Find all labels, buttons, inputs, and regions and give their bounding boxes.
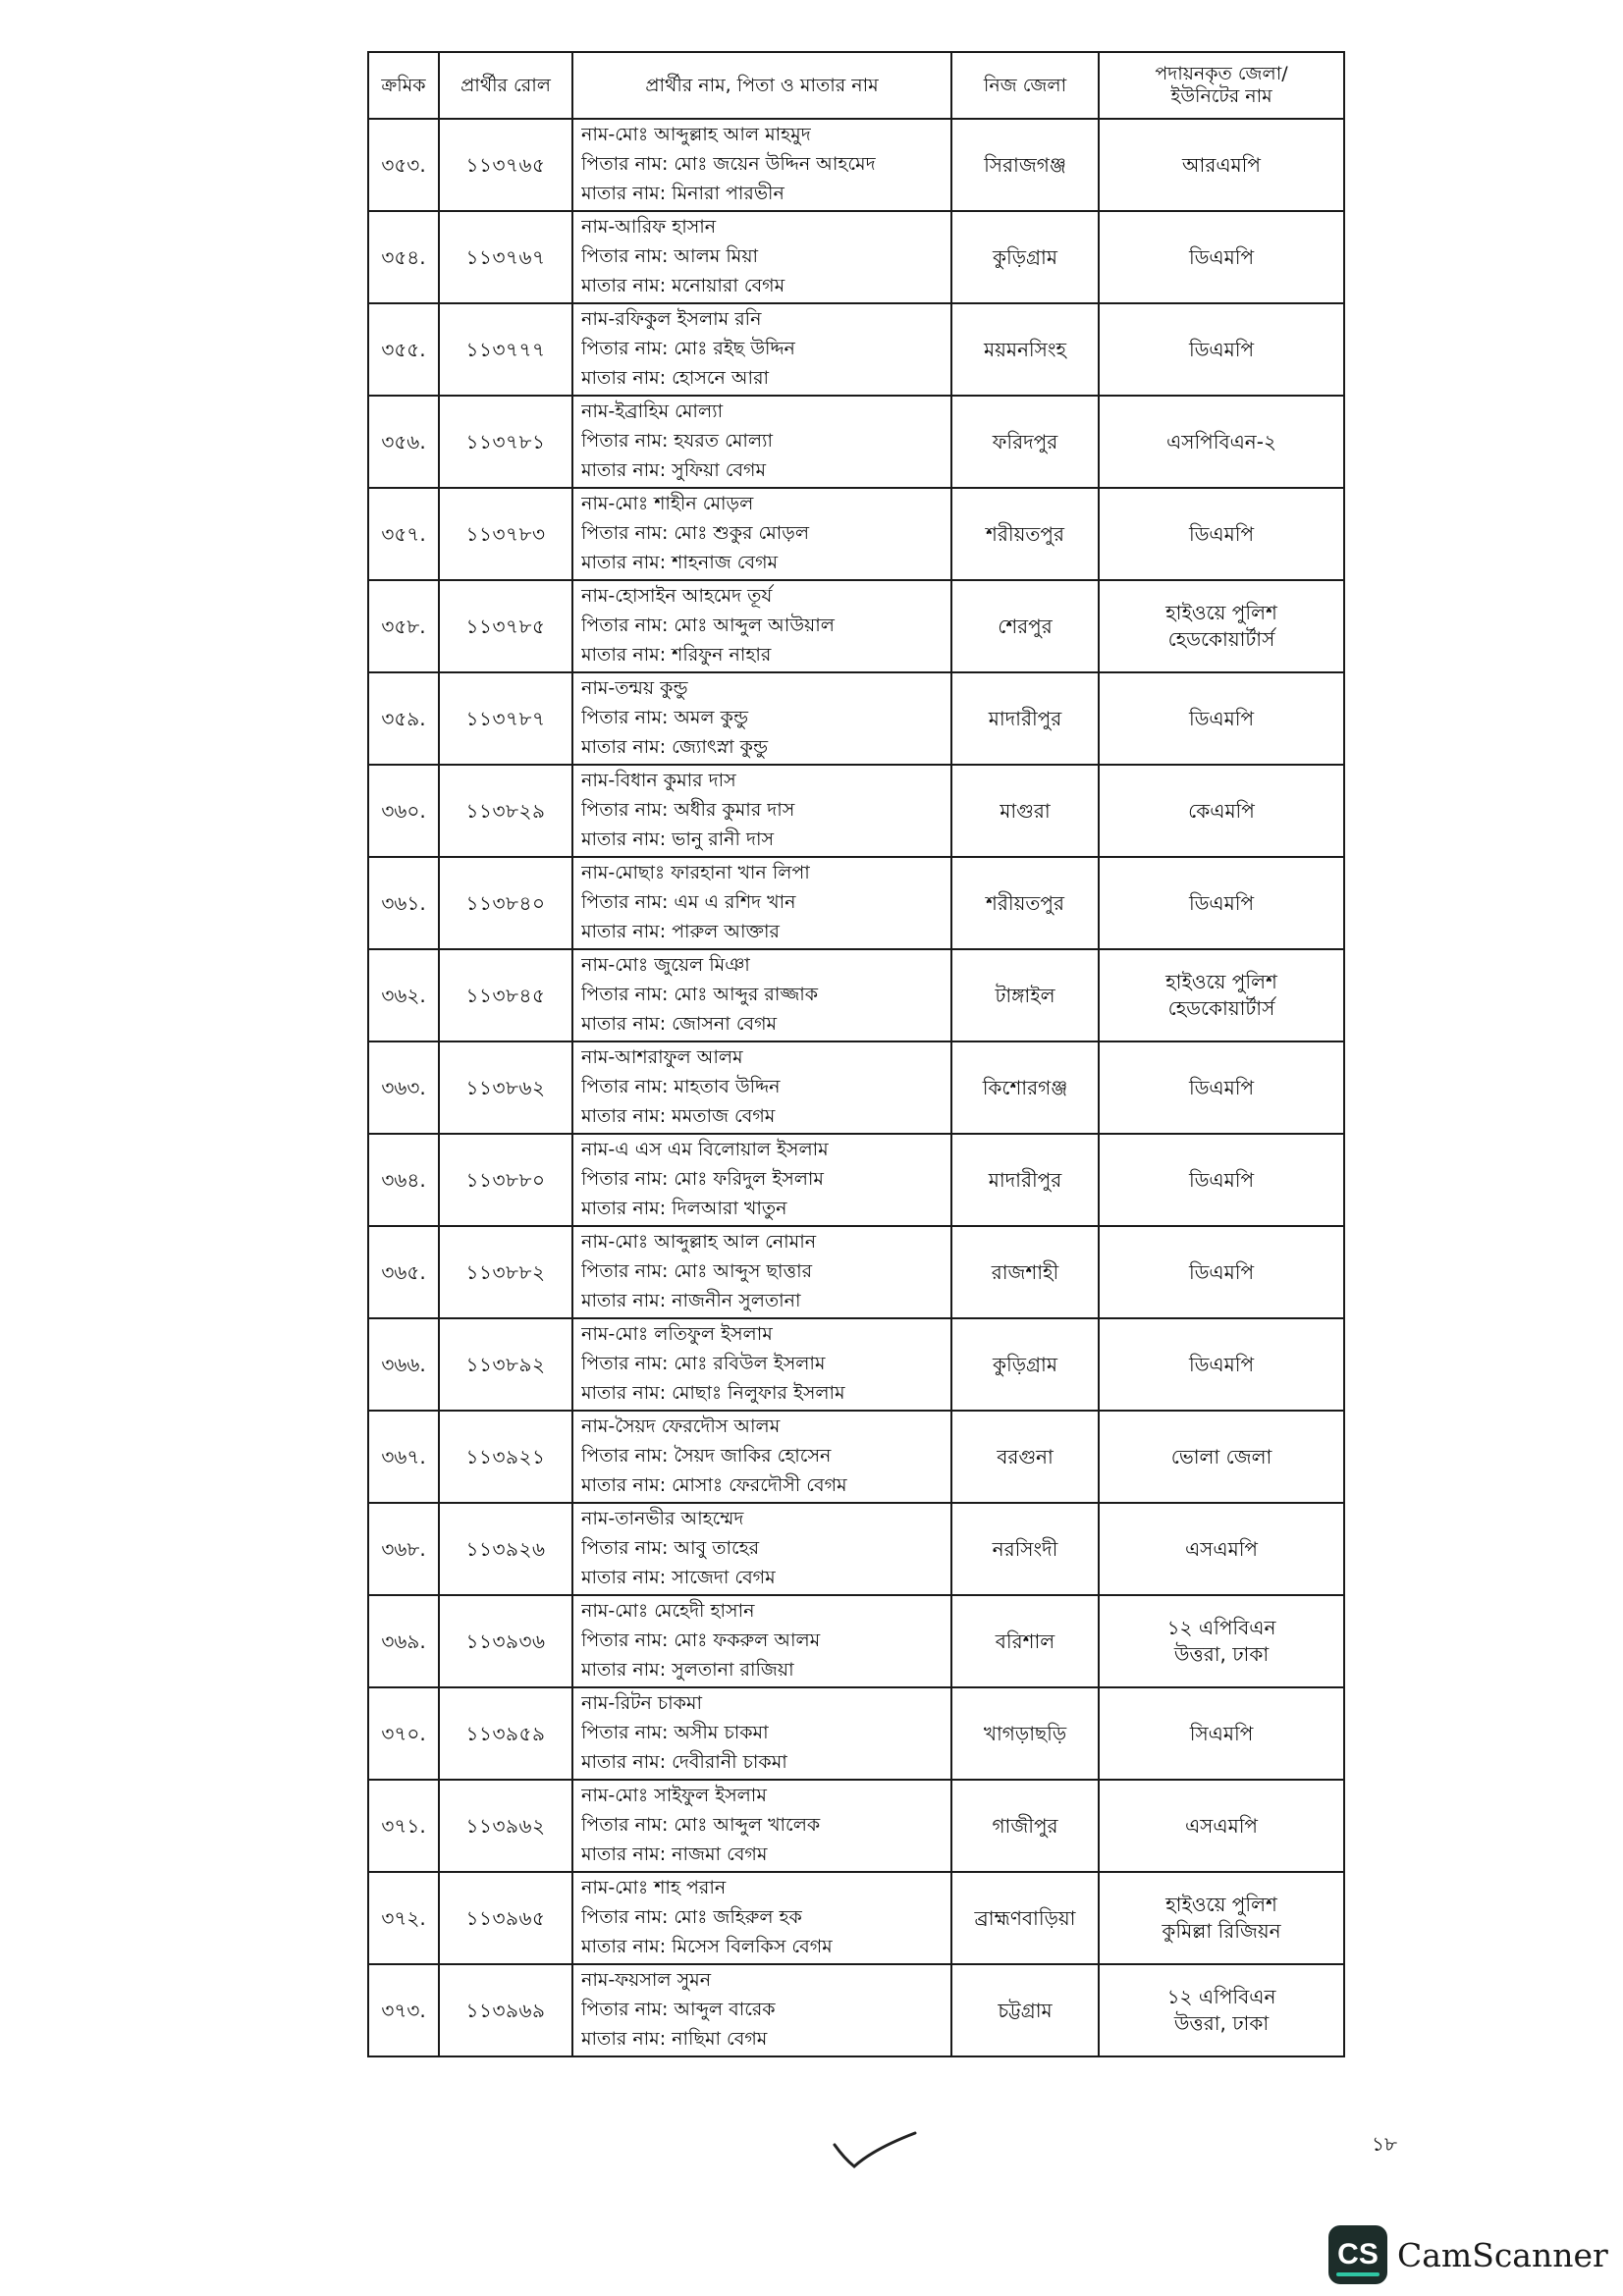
row-district: ময়মনসিংহ xyxy=(951,303,1099,396)
posting-line1: ডিএমপি xyxy=(1188,1259,1255,1284)
row-district: ফরিদপুর xyxy=(951,396,1099,488)
mother-name: মাতার নাম: শরিফুন নাহার xyxy=(581,644,772,666)
candidate-name: নাম-তন্ময় কুন্ডু xyxy=(581,677,688,699)
father-name: পিতার নাম: হযরত মোল্যা xyxy=(581,430,774,452)
row-serial: ৩৬৯. xyxy=(368,1595,439,1687)
candidate-name: নাম-মোঃ মেহেদী হাসান xyxy=(581,1600,755,1622)
row-posting xyxy=(1099,211,1344,303)
mother-name: মাতার নাম: সাজেদা বেগম xyxy=(581,1567,776,1588)
row-posting xyxy=(1099,1226,1344,1318)
row-names xyxy=(572,1134,951,1226)
row-names xyxy=(572,765,951,857)
row-district: মাদারীপুর xyxy=(951,1134,1099,1226)
table-row xyxy=(368,119,1344,211)
row-names xyxy=(572,1780,951,1872)
row-district: মাগুরা xyxy=(951,765,1099,857)
mother-name: মাতার নাম: নাজনীন সুলতানা xyxy=(581,1290,801,1311)
table-row xyxy=(368,488,1344,580)
father-name: পিতার নাম: এম এ রশিদ খান xyxy=(581,891,796,913)
candidate-name: নাম-হোসাইন আহমেদ তূর্য xyxy=(581,585,773,607)
table-row xyxy=(368,672,1344,765)
row-district: মাদারীপুর xyxy=(951,672,1099,765)
row-district: ব্রাহ্মণবাড়িয়া xyxy=(951,1872,1099,1964)
posting-line1: ডিএমপি xyxy=(1188,706,1255,730)
posting-line1: ডিএমপি xyxy=(1188,1167,1255,1192)
posting-line1: ডিএমপি xyxy=(1188,337,1255,361)
row-serial: ৩৫৪. xyxy=(368,211,439,303)
mother-name: মাতার নাম: সুলতানা রাজিয়া xyxy=(581,1659,794,1681)
father-name: পিতার নাম: মোঃ জয়েন উদ্দিন আহমেদ xyxy=(581,153,876,175)
row-district: রাজশাহী xyxy=(951,1226,1099,1318)
posting-line1: হাইওয়ে পুলিশ xyxy=(1165,1893,1277,1916)
camscanner-text: CamScanner xyxy=(1397,2235,1608,2274)
mother-name: মাতার নাম: মমতাজ বেগম xyxy=(581,1105,776,1127)
posting-line2: উত্তরা, ঢাকা xyxy=(1173,2011,1270,2035)
row-serial: ৩৭১. xyxy=(368,1780,439,1872)
table-header xyxy=(368,52,1344,119)
row-posting xyxy=(1099,1780,1344,1872)
row-district: নরসিংদী xyxy=(951,1503,1099,1595)
father-name: পিতার নাম: অসীম চাকমা xyxy=(581,1722,769,1743)
table-row xyxy=(368,1964,1344,2056)
posting-line1: ১২ এপিবিএন xyxy=(1166,1985,1276,2008)
father-name: পিতার নাম: মোঃ ফরিদুল ইসলাম xyxy=(581,1168,824,1190)
row-roll: ১১৩৮৪০ xyxy=(439,857,572,949)
row-posting xyxy=(1099,1503,1344,1595)
candidate-name: নাম-সৈয়দ ফেরদৌস আলম xyxy=(581,1415,781,1437)
row-roll: ১১৩৯৬২ xyxy=(439,1780,572,1872)
candidate-name: নাম-রফিকুল ইসলাম রনি xyxy=(581,308,762,330)
row-posting xyxy=(1099,1411,1344,1503)
row-roll: ১১৩৮৪৫ xyxy=(439,949,572,1041)
row-district: সিরাজগঞ্জ xyxy=(951,119,1099,211)
row-serial: ৩৫৭. xyxy=(368,488,439,580)
table-row xyxy=(368,1595,1344,1687)
row-district: কিশোরগঞ্জ xyxy=(951,1041,1099,1134)
father-name: পিতার নাম: সৈয়দ জাকির হোসেন xyxy=(581,1445,832,1467)
row-posting xyxy=(1099,857,1344,949)
row-names xyxy=(572,303,951,396)
table-row xyxy=(368,1411,1344,1503)
mother-name: মাতার নাম: জোসনা বেগম xyxy=(581,1013,778,1035)
mother-name: মাতার নাম: শাহনাজ বেগম xyxy=(581,552,779,573)
posting-line1: কেএমপি xyxy=(1188,798,1255,823)
row-roll: ১১৩৭৮৭ xyxy=(439,672,572,765)
mother-name: মাতার নাম: জ্যোৎস্না কুন্ডু xyxy=(581,736,769,758)
row-names xyxy=(572,1687,951,1780)
row-roll: ১১৩৭৮৩ xyxy=(439,488,572,580)
mother-name: মাতার নাম: নাছিমা বেগম xyxy=(581,2028,768,2050)
header-roll: প্রার্থীর রোল xyxy=(439,52,572,119)
posting-line1: ডিএমপি xyxy=(1188,521,1255,546)
table-row xyxy=(368,1134,1344,1226)
candidate-name: নাম-মোঃ আব্দুল্লাহ আল নোমান xyxy=(581,1231,817,1253)
row-roll: ১১৩৭৮৫ xyxy=(439,580,572,672)
father-name: পিতার নাম: মোঃ রবিউল ইসলাম xyxy=(581,1353,826,1374)
candidate-name: নাম-তানভীর আহম্মেদ xyxy=(581,1508,744,1529)
father-name: পিতার নাম: মোঃ আব্দুল আউয়াল xyxy=(581,614,835,636)
row-names xyxy=(572,672,951,765)
mother-name: মাতার নাম: ভানু রানী দাস xyxy=(581,828,775,850)
posting-line1: ডিএমপি xyxy=(1188,244,1255,269)
candidate-name: নাম-মোঃ জুয়েল মিঞা xyxy=(581,954,750,976)
row-posting xyxy=(1099,580,1344,672)
row-posting xyxy=(1099,1134,1344,1226)
posting-line1: হাইওয়ে পুলিশ xyxy=(1165,601,1277,624)
father-name: পিতার নাম: আলম মিয়া xyxy=(581,245,759,267)
row-posting xyxy=(1099,1872,1344,1964)
candidate-name: নাম-মোঃ আব্দুল্লাহ আল মাহমুদ xyxy=(581,124,811,145)
table-body xyxy=(368,119,1344,2056)
camscanner-logo-icon: CS xyxy=(1328,2225,1387,2284)
row-names xyxy=(572,211,951,303)
row-names xyxy=(572,1964,951,2056)
father-name: পিতার নাম: মোঃ আব্দুস ছাত্তার xyxy=(581,1260,813,1282)
candidate-name: নাম-মোঃ শাহ পরান xyxy=(581,1877,727,1898)
mother-name: মাতার নাম: মোসাঃ ফেরদৌসী বেগম xyxy=(581,1474,847,1496)
posting-line1: ডিএমপি xyxy=(1188,1352,1255,1376)
row-names xyxy=(572,1411,951,1503)
candidate-name: নাম-আশরাফুল আলম xyxy=(581,1046,743,1068)
header-posting-line1: পদায়নকৃত জেলা/ xyxy=(1155,63,1288,85)
row-names xyxy=(572,488,951,580)
row-names xyxy=(572,857,951,949)
row-roll: ১১৩৯৫৯ xyxy=(439,1687,572,1780)
row-posting xyxy=(1099,1041,1344,1134)
row-posting xyxy=(1099,303,1344,396)
row-district: কুড়িগ্রাম xyxy=(951,1318,1099,1411)
father-name: পিতার নাম: মাহতাব উদ্দিন xyxy=(581,1076,781,1097)
row-serial: ৩৬১. xyxy=(368,857,439,949)
row-serial: ৩৫৯. xyxy=(368,672,439,765)
row-roll: ১১৩৭৬৭ xyxy=(439,211,572,303)
table-row xyxy=(368,303,1344,396)
row-names xyxy=(572,119,951,211)
row-roll: ১১৩৮৬২ xyxy=(439,1041,572,1134)
candidate-name: নাম-রিটন চাকমা xyxy=(581,1692,702,1714)
row-roll: ১১৩৭৭৭ xyxy=(439,303,572,396)
candidate-name: নাম-বিধান কুমার দাস xyxy=(581,770,736,791)
mother-name: মাতার নাম: মিনারা পারভীন xyxy=(581,183,784,204)
row-serial: ৩৬০. xyxy=(368,765,439,857)
candidate-table xyxy=(367,51,1345,2057)
table-row xyxy=(368,765,1344,857)
posting-line1: এসএমপি xyxy=(1184,1813,1259,1838)
posting-line1: ডিএমপি xyxy=(1188,890,1255,915)
row-serial: ৩৫৫. xyxy=(368,303,439,396)
father-name: পিতার নাম: মোঃ আব্দুর রাজ্জাক xyxy=(581,984,819,1005)
row-roll: ১১৩৮৯২ xyxy=(439,1318,572,1411)
father-name: পিতার নাম: অধীর কুমার দাস xyxy=(581,799,795,821)
row-district: শরীয়তপুর xyxy=(951,488,1099,580)
row-names xyxy=(572,396,951,488)
mother-name: মাতার নাম: দেবীরানী চাকমা xyxy=(581,1751,787,1773)
table-row xyxy=(368,1318,1344,1411)
candidate-name: নাম-আরিফ হাসান xyxy=(581,216,717,238)
row-serial: ৩৫৩. xyxy=(368,119,439,211)
table-row xyxy=(368,211,1344,303)
candidate-name: নাম-ইব্রাহিম মোল্যা xyxy=(581,400,724,422)
mother-name: মাতার নাম: দিলআরা খাতুন xyxy=(581,1198,787,1219)
father-name: পিতার নাম: মোঃ শুকুর মোড়ল xyxy=(581,522,809,544)
page-number: ১৮ xyxy=(1372,2132,1397,2156)
father-name: পিতার নাম: আব্দুল বারেক xyxy=(581,1999,776,2020)
table-row xyxy=(368,1872,1344,1964)
table-row xyxy=(368,580,1344,672)
row-posting xyxy=(1099,765,1344,857)
row-district: শরীয়তপুর xyxy=(951,857,1099,949)
row-serial: ৩৭৩. xyxy=(368,1964,439,2056)
father-name: পিতার নাম: আবু তাহের xyxy=(581,1537,760,1559)
posting-line1: ভোলা জেলা xyxy=(1170,1444,1272,1468)
posting-line1: সিএমপি xyxy=(1189,1721,1254,1745)
table-row xyxy=(368,396,1344,488)
row-posting xyxy=(1099,672,1344,765)
row-district: বরিশাল xyxy=(951,1595,1099,1687)
row-posting xyxy=(1099,1964,1344,2056)
table-row xyxy=(368,949,1344,1041)
candidate-name: নাম-মোছাঃ ফারহানা খান লিপা xyxy=(581,862,810,883)
father-name: পিতার নাম: মোঃ জহিরুল হক xyxy=(581,1906,802,1928)
row-district: চট্টগ্রাম xyxy=(951,1964,1099,2056)
row-names xyxy=(572,580,951,672)
table-row xyxy=(368,857,1344,949)
table-header-row xyxy=(368,52,1344,119)
row-posting xyxy=(1099,488,1344,580)
header-names: প্রার্থীর নাম, পিতা ও মাতার নাম xyxy=(572,52,951,119)
table-row xyxy=(368,1780,1344,1872)
table-row xyxy=(368,1687,1344,1780)
row-serial: ৩৫৬. xyxy=(368,396,439,488)
header-posting-line2: ইউনিটের নাম xyxy=(1170,85,1272,107)
row-names xyxy=(572,1041,951,1134)
row-serial: ৩৬৫. xyxy=(368,1226,439,1318)
row-names xyxy=(572,1318,951,1411)
row-names xyxy=(572,1872,951,1964)
row-posting xyxy=(1099,1318,1344,1411)
row-names xyxy=(572,1226,951,1318)
signature-mark xyxy=(825,2115,923,2174)
row-roll: ১১৩৮৮২ xyxy=(439,1226,572,1318)
row-district: টাঙ্গাইল xyxy=(951,949,1099,1041)
row-roll: ১১৩৯৬৯ xyxy=(439,1964,572,2056)
candidate-name: নাম-এ এস এম বিলোয়াল ইসলাম xyxy=(581,1139,829,1160)
row-district: শেরপুর xyxy=(951,580,1099,672)
mother-name: মাতার নাম: মোছাঃ নিলুফার ইসলাম xyxy=(581,1382,845,1404)
row-roll: ১১৩৮২৯ xyxy=(439,765,572,857)
posting-line1: হাইওয়ে পুলিশ xyxy=(1165,970,1277,993)
header-posting xyxy=(1099,52,1344,119)
candidate-name: নাম-মোঃ সাইফুল ইসলাম xyxy=(581,1785,767,1806)
posting-line1: এসপিবিএন-২ xyxy=(1166,429,1276,454)
mother-name: মাতার নাম: মনোয়ারা বেগম xyxy=(581,275,785,296)
row-roll: ১১৩৮৮০ xyxy=(439,1134,572,1226)
row-district: খাগড়াছড়ি xyxy=(951,1687,1099,1780)
row-names xyxy=(572,1503,951,1595)
posting-line2: উত্তরা, ঢাকা xyxy=(1173,1642,1270,1666)
row-roll: ১১৩৯৩৬ xyxy=(439,1595,572,1687)
row-posting xyxy=(1099,119,1344,211)
row-names xyxy=(572,949,951,1041)
mother-name: মাতার নাম: সুফিয়া বেগম xyxy=(581,459,767,481)
posting-line1: ১২ এপিবিএন xyxy=(1166,1616,1276,1639)
posting-line1: আরএমপি xyxy=(1182,152,1261,177)
table-row xyxy=(368,1041,1344,1134)
row-roll: ১১৩৯৬৫ xyxy=(439,1872,572,1964)
row-serial: ৩৭২. xyxy=(368,1872,439,1964)
father-name: পিতার নাম: মোঃ আব্দুল খালেক xyxy=(581,1814,821,1836)
row-serial: ৩৬৮. xyxy=(368,1503,439,1595)
row-roll: ১১৩৭৬৫ xyxy=(439,119,572,211)
row-roll: ১১৩৯২১ xyxy=(439,1411,572,1503)
row-serial: ৩৬৪. xyxy=(368,1134,439,1226)
mother-name: মাতার নাম: মিসেস বিলকিস বেগম xyxy=(581,1936,833,1957)
row-serial: ৩৫৮. xyxy=(368,580,439,672)
row-district: গাজীপুর xyxy=(951,1780,1099,1872)
row-serial: ৩৭০. xyxy=(368,1687,439,1780)
father-name: পিতার নাম: মোঃ ফকরুল আলম xyxy=(581,1629,821,1651)
table-row xyxy=(368,1226,1344,1318)
row-serial: ৩৬২. xyxy=(368,949,439,1041)
row-posting xyxy=(1099,949,1344,1041)
row-serial: ৩৬৭. xyxy=(368,1411,439,1503)
posting-line1: এসএমপি xyxy=(1184,1536,1259,1561)
row-serial: ৩৬৩. xyxy=(368,1041,439,1134)
row-posting xyxy=(1099,396,1344,488)
row-posting xyxy=(1099,1595,1344,1687)
mother-name: মাতার নাম: হোসনে আরা xyxy=(581,367,770,389)
candidate-name: নাম-মোঃ শাহীন মোড়ল xyxy=(581,493,754,514)
header-district: নিজ জেলা xyxy=(951,52,1099,119)
father-name: পিতার নাম: অমল কুন্ডু xyxy=(581,707,749,728)
header-serial: ক্রমিক xyxy=(368,52,439,119)
mother-name: মাতার নাম: নাজমা বেগম xyxy=(581,1843,768,1865)
posting-line2: হেডকোয়ার্টার্স xyxy=(1167,996,1275,1020)
father-name: পিতার নাম: মোঃ রইছ উদ্দিন xyxy=(581,338,795,359)
camscanner-watermark xyxy=(1328,2224,1608,2285)
table-row xyxy=(368,1503,1344,1595)
candidate-name: নাম-মোঃ লতিফুল ইসলাম xyxy=(581,1323,773,1345)
row-roll: ১১৩৯২৬ xyxy=(439,1503,572,1595)
posting-line2: হেডকোয়ার্টার্স xyxy=(1167,627,1275,651)
posting-line2: কুমিল্লা রিজিয়ন xyxy=(1162,1919,1281,1943)
row-district: বরগুনা xyxy=(951,1411,1099,1503)
row-serial: ৩৬৬. xyxy=(368,1318,439,1411)
mother-name: মাতার নাম: পারুল আক্তার xyxy=(581,921,780,942)
candidate-name: নাম-ফয়সাল সুমন xyxy=(581,1969,712,1991)
row-district: কুড়িগ্রাম xyxy=(951,211,1099,303)
row-names xyxy=(572,1595,951,1687)
posting-line1: ডিএমপি xyxy=(1188,1075,1255,1099)
row-posting xyxy=(1099,1687,1344,1780)
row-roll: ১১৩৭৮১ xyxy=(439,396,572,488)
